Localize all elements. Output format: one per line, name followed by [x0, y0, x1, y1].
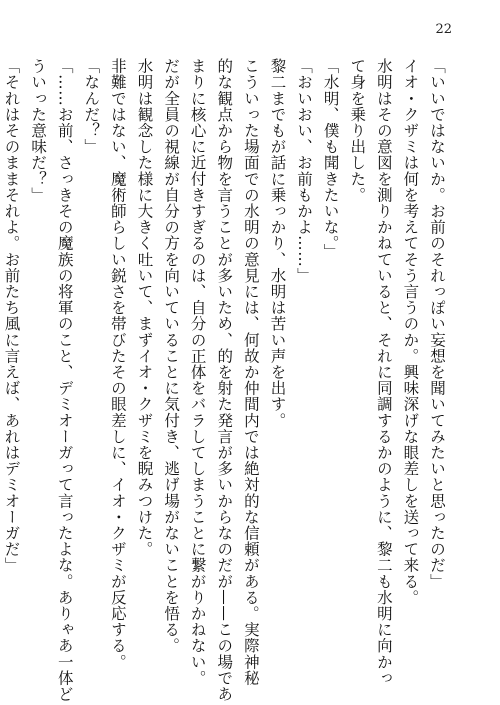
- body-text: [2, 58, 450, 702]
- text-line: こういった場面での水明の意見には、何故か仲間内では絶対的な信頼がある。実際神秘: [241, 58, 260, 686]
- text-line: て身を乗り出した。: [348, 58, 367, 203]
- text-line: 「水明、僕も聞きたいな。」: [321, 58, 340, 260]
- page-number: 22: [435, 22, 452, 37]
- text-line: イオ・クザミは何を考えてそう言うのか。興味深げな眼差しを送って来る。: [401, 58, 420, 606]
- text-line: 非難ではない、魔術師らしい鋭さを帯びたその眼差しに、イオ・クザミが反応する。: [108, 58, 127, 670]
- text-line: 「それはそのままそれよ。お前たち風に言えば、あれはデミオーガだ」: [2, 58, 21, 574]
- text-line: ういった意味だ？」: [29, 58, 48, 203]
- text-line: 「いいではないか。お前のそれっぽい妄想を聞いてみたいと思ったのだ」: [428, 58, 446, 590]
- text-line: 「おいおい、お前もかよ……」: [295, 58, 314, 284]
- text-line: 的な観点から物を言うことが多いため、的を射た発言が多いからなのだが——この場であ: [215, 58, 234, 702]
- text-line: 「なんだ？」: [82, 58, 101, 155]
- text-line: 水明は観念した様に大きく吐いて、まずイオ・クザミを睨みつけた。: [135, 58, 154, 558]
- text-line: 黎二までもが話に乗っかり、水明は苦い声を出す。: [268, 58, 287, 429]
- text-line: だが全員の視線が自分の方を向いていることに気付き、逃げ場がないことを悟る。: [162, 58, 181, 654]
- text-line: まりに核心に近付きすぎるのは、自分の正体をバラしてしまうことに繋がりかねない。: [188, 58, 207, 686]
- text-line: 「……お前、さっきその魔族の将軍のこと、デミオーガって言ったよな。ありゃあ一体ど: [55, 58, 74, 702]
- text-line: 水明はその意図を測りかねていると、それに同調するかのように、黎二も水明に向かっ: [374, 58, 393, 686]
